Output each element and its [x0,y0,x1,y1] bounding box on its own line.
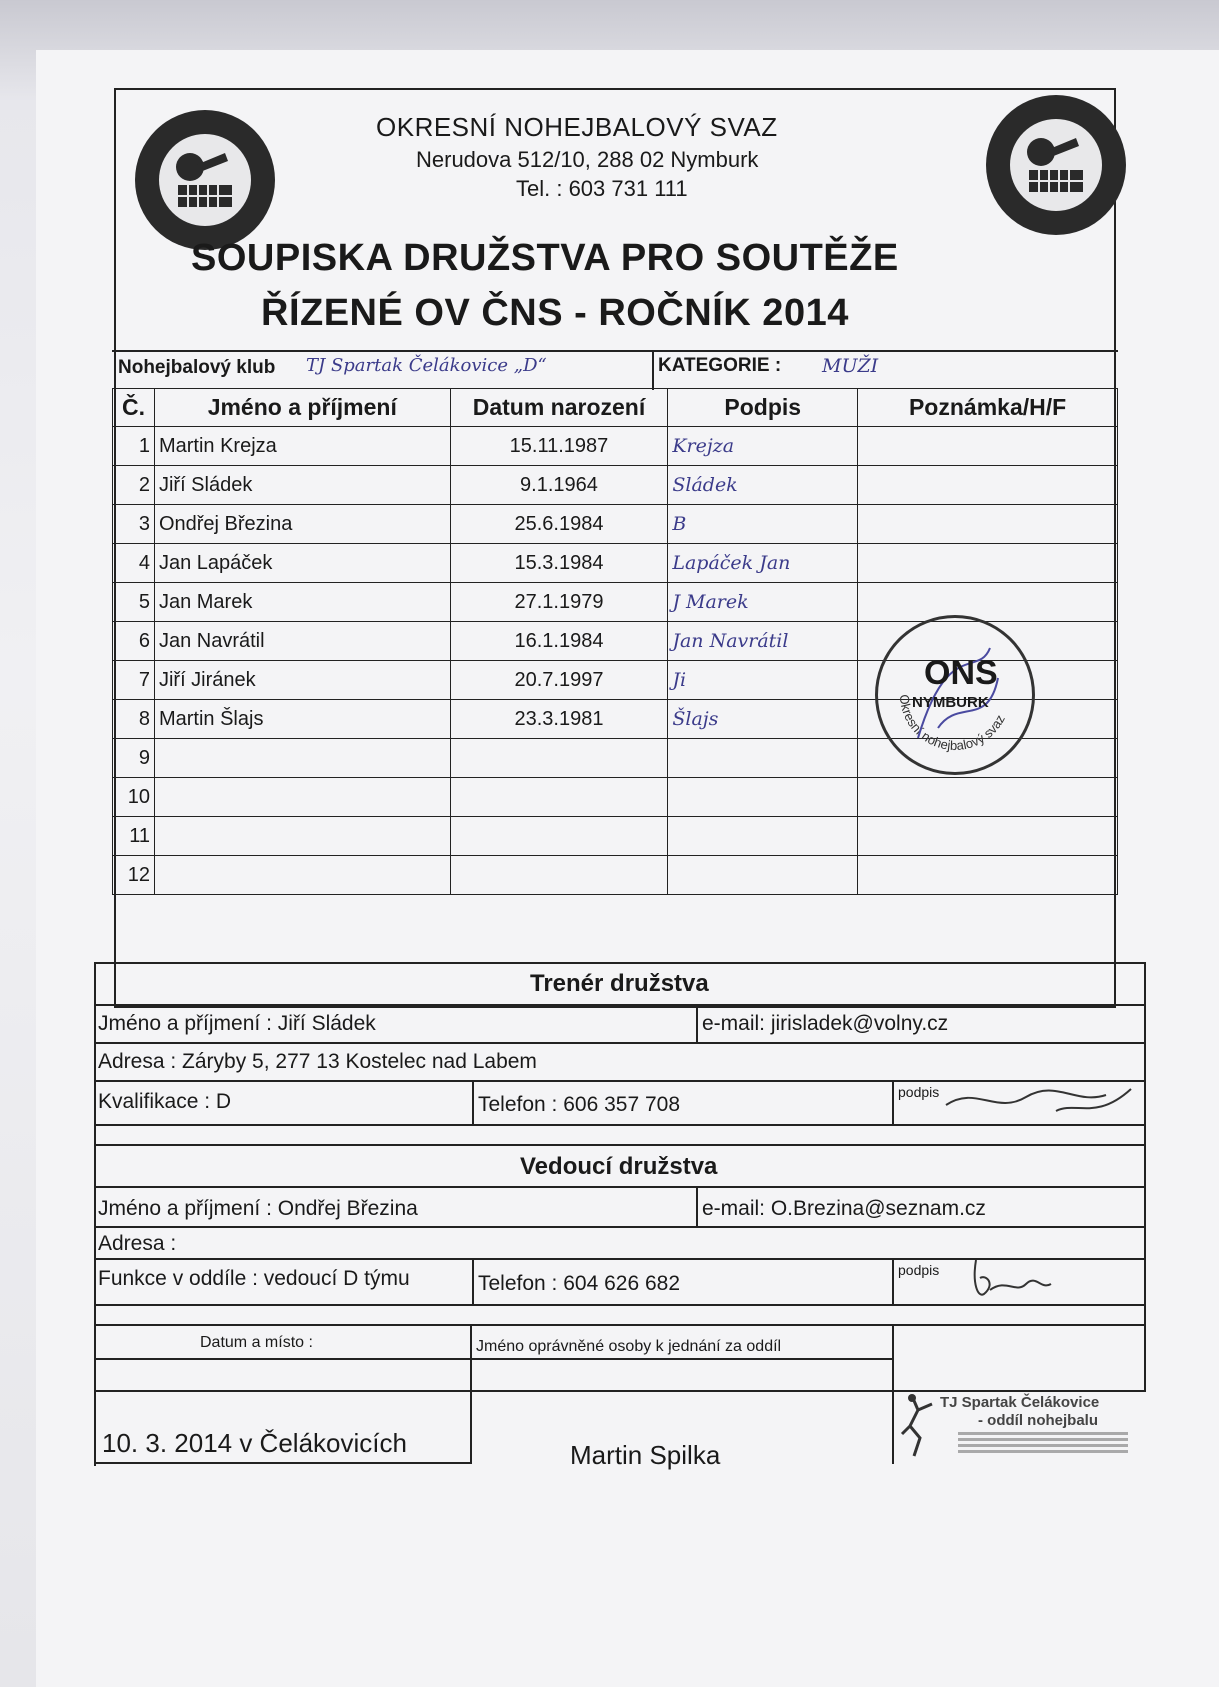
divider [94,1462,472,1464]
player-birthdate [450,778,668,817]
player-signature [668,739,858,778]
ons-stamp [875,615,1035,775]
player-name: Jan Navrátil [154,622,450,661]
divider [892,1258,894,1304]
divider [112,350,1118,352]
row-number: 6 [113,622,155,661]
divider [696,1186,698,1226]
org-address: Nerudova 512/10, 288 02 Nymburk [416,147,759,172]
manager-title: Vedoucí družstva [520,1153,718,1180]
coach-signature-image [936,1075,1136,1125]
player-name [154,739,450,778]
player-signature [668,856,858,895]
stamp-ring-text: Okresní nohejbalový svaz [896,693,1008,754]
player-note [858,817,1118,856]
table-row [113,817,1118,856]
divider [94,1358,894,1360]
player-name: Jan Lapáček [154,544,450,583]
player-birthdate: 16.1.1984 [450,622,668,661]
player-signature: Šlajs [668,700,858,739]
club-stamp-fineprint [958,1432,1128,1456]
manager-function: Funkce v oddíle : vedoucí D týmu [98,1267,410,1290]
coach-email: e-mail: jirisladek@volny.cz [702,1012,949,1035]
row-number: 8 [113,700,155,739]
divider [472,1080,474,1124]
manager-address: Adresa : [98,1232,177,1255]
divider [652,350,654,390]
club-stamp-line2: - oddíl nohejbalu [978,1412,1098,1429]
divider [892,1324,894,1464]
divider [696,1004,698,1042]
row-number: 11 [113,817,155,856]
player-name: Jiří Jiránek [154,661,450,700]
player-note [858,505,1118,544]
nohejbal-logo-right [981,90,1131,240]
player-note [858,583,1118,622]
date-place-value: 10. 3. 2014 v Čelákovicích [102,1428,407,1458]
divider [94,1144,1146,1146]
divider [892,1080,894,1124]
table-row [113,427,1118,466]
row-number: 9 [113,739,155,778]
player-birthdate [450,739,668,778]
club-label: Nohejbalový klub [118,357,276,378]
manager-name: Jméno a příjmení : Ondřej Březina [98,1197,418,1220]
col-signature: Podpis [668,389,858,427]
divider [470,1324,472,1464]
player-name [154,817,450,856]
divider [472,1258,474,1304]
player-name: Ondřej Březina [154,505,450,544]
player-signature: Sládek [668,466,858,505]
player-signature: Jan Navrátil [668,622,858,661]
club-stamp-line1: TJ Spartak Čelákovice [940,1394,1100,1411]
manager-email: e-mail: O.Brezina@seznam.cz [702,1197,986,1220]
player-name: Jiří Sládek [154,466,450,505]
divider [94,1324,1146,1326]
coach-name: Jméno a příjmení : Jiří Sládek [98,1012,376,1035]
row-number: 2 [113,466,155,505]
player-birthdate [450,817,668,856]
player-birthdate: 23.3.1981 [450,700,668,739]
player-name: Martin Krejza [154,427,450,466]
divider [94,1004,1146,1006]
stamp-center-text: ONS [924,654,998,692]
row-number: 3 [113,505,155,544]
org-phone: Tel. : 603 731 111 [516,176,688,201]
coach-address: Adresa : Záryby 5, 277 13 Kostelec nad Labem [98,1050,537,1073]
player-note [858,856,1118,895]
table-row [113,856,1118,895]
player-signature: J Marek [668,583,858,622]
doc-title-line2: ŘÍZENÉ OV ČNS - ROČNÍK 2014 [261,292,849,334]
row-number: 7 [113,661,155,700]
row-number: 5 [113,583,155,622]
table-row [113,778,1118,817]
col-birthdate: Datum narození [450,389,668,427]
row-number: 10 [113,778,155,817]
date-place-label: Datum a místo : [200,1334,313,1351]
player-name [154,778,450,817]
player-signature: Ji [668,661,858,700]
player-signature: Lapáček Jan [668,544,858,583]
roster-header-row [113,389,1118,427]
authorized-person-label: Jméno oprávněné osoby k jednání za oddíl [476,1338,782,1355]
player-note [858,544,1118,583]
player-name [154,856,450,895]
divider [94,1226,1146,1228]
player-signature [668,778,858,817]
club-value: TJ Spartak Čelákovice „D“ [306,355,547,376]
col-note: Poznámka/H/F [858,389,1118,427]
player-name: Jan Marek [154,583,450,622]
player-signature [668,817,858,856]
manager-signature-image [966,1254,1056,1302]
coach-signature-label: podpis [898,1084,940,1100]
club-stamp-figure-icon [898,1390,938,1460]
table-row [113,466,1118,505]
doc-title-line1: SOUPISKA DRUŽSTVA PRO SOUTĚŽE [191,237,899,279]
divider [94,1186,1146,1188]
player-birthdate: 27.1.1979 [450,583,668,622]
coach-phone: Telefon : 606 357 708 [478,1093,681,1116]
manager-signature-label: podpis [898,1262,940,1278]
player-signature: Krejza [668,427,858,466]
table-row [113,505,1118,544]
player-birthdate: 15.11.1987 [450,427,668,466]
divider [94,1324,96,1466]
divider [94,1042,1146,1044]
player-note [858,427,1118,466]
nohejbal-logo-left [130,105,280,255]
category-value: MUŽI [822,355,879,377]
col-number: Č. [113,389,155,427]
manager-phone: Telefon : 604 626 682 [478,1272,681,1295]
player-note [858,778,1118,817]
col-name: Jméno a příjmení [154,389,450,427]
player-birthdate: 25.6.1984 [450,505,668,544]
row-number: 1 [113,427,155,466]
stamp-middle-text: NYMBURK [912,694,989,711]
player-signature: B [668,505,858,544]
divider [94,1304,1146,1306]
coach-qualification: Kvalifikace : D [98,1090,232,1113]
table-row [113,544,1118,583]
player-birthdate: 20.7.1997 [450,661,668,700]
player-name: Martin Šlajs [154,700,450,739]
row-number: 12 [113,856,155,895]
club-stamp [898,1390,1128,1460]
coach-title: Trenér družstva [530,970,709,997]
category-label: KATEGORIE : [658,355,782,376]
row-number: 4 [113,544,155,583]
org-name: OKRESNÍ NOHEJBALOVÝ SVAZ [376,112,778,142]
player-birthdate: 15.3.1984 [450,544,668,583]
player-birthdate [450,856,668,895]
player-note [858,466,1118,505]
divider [94,1124,1146,1126]
player-birthdate: 9.1.1964 [450,466,668,505]
authorized-person-value: Martin Spilka [570,1440,721,1470]
document-sheet [36,50,1219,1687]
